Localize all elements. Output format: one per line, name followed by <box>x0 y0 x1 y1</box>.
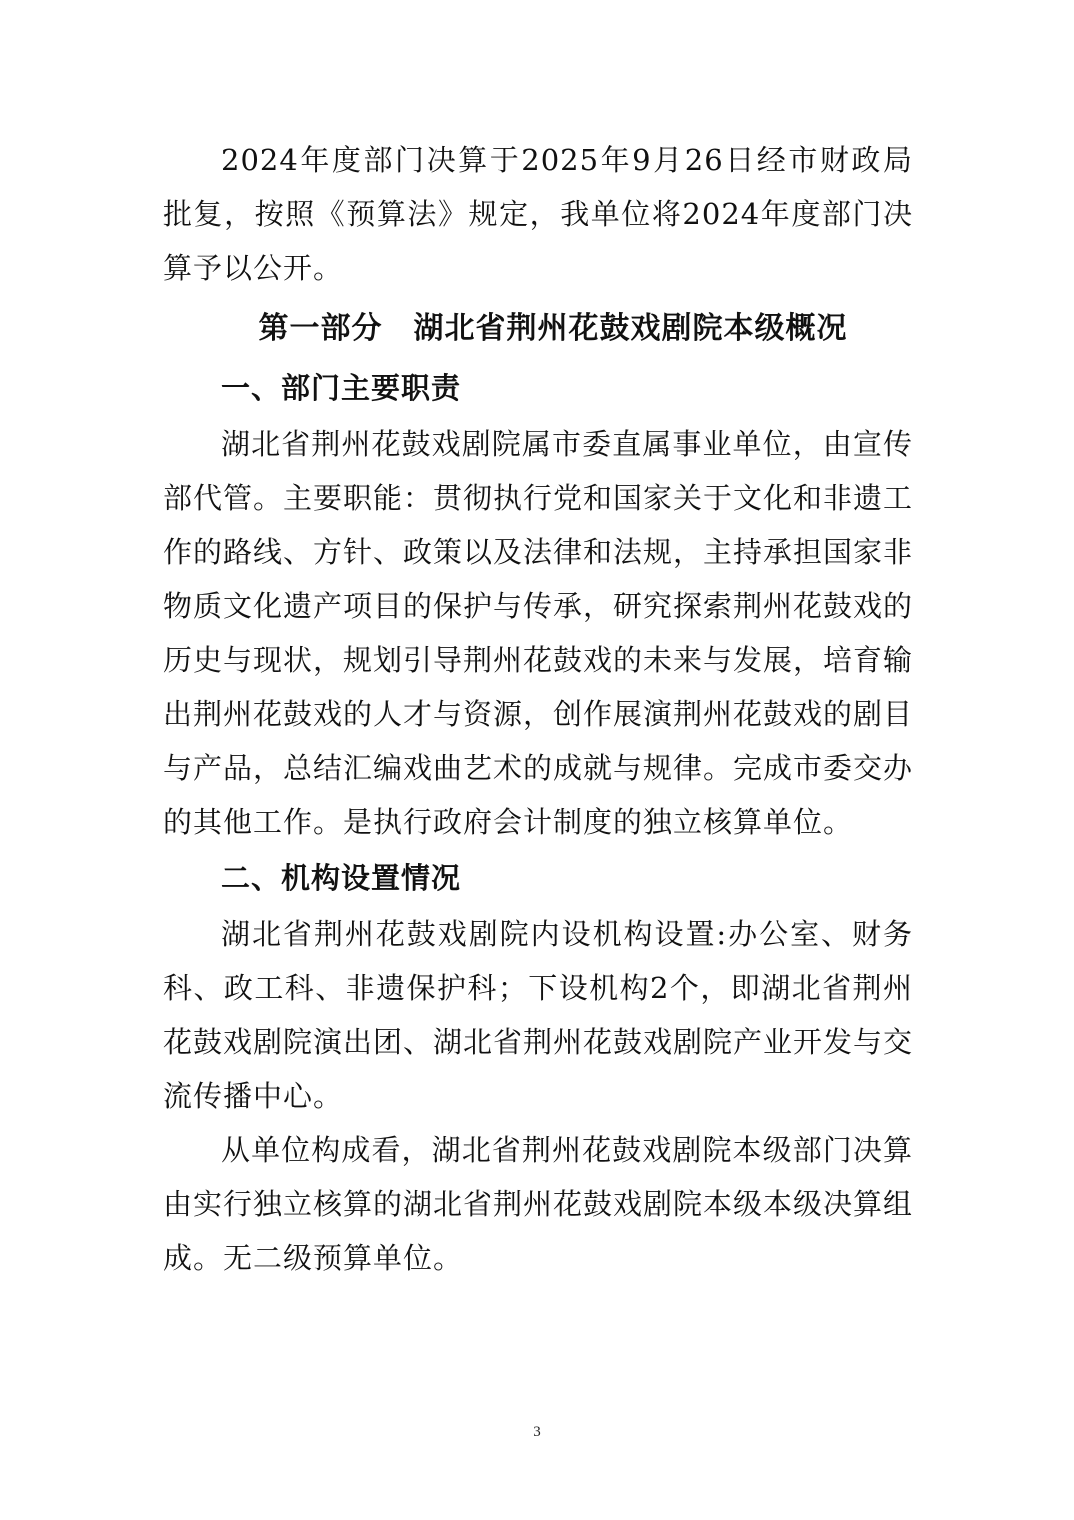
page-number: 3 <box>533 1424 541 1440</box>
intro-paragraph: 2024年度部门决算于2025年9月26日经市财政局批复，按照《预算法》规定，我单位将2024年度部门决算予以公开。 <box>163 143 913 285</box>
section-one-heading: 一、部门主要职责 <box>221 371 462 405</box>
section-two-body-1: 湖北省荆州花鼓戏剧院内设机构设置:办公室、财务科、政工科、非遗保护科；下设机构2个，即湖北省荆州花鼓戏剧院演出团、湖北省荆州花鼓戏剧院产业开发与交流传播中心。 <box>163 917 914 1113</box>
section-one-body: 湖北省荆州花鼓戏剧院属市委直属事业单位，由宣传部代管。主要职能：贯彻执行党和国家关于文化和非遗工作的路线、方针、政策以及法律和法规，主持承担国家非物质文化遗产项目的保护与传承，研究探索荆州花鼓戏的历史与现状，规划引导荆州花鼓戏的未来与发展，培育输出荆州花鼓戏的人才与资源，创作展演荆州花鼓戏的剧目与产品，总结汇编戏曲艺术的成就与规律。完成市委交办的其他工作。是执行政府会计制度的独立核算单位。 <box>163 427 914 839</box>
document-body <box>163 133 913 1285</box>
section-two-body-2: 从单位构成看，湖北省荆州花鼓戏剧院本级部门决算由实行独立核算的湖北省荆州花鼓戏剧院本级本级决算组成。无二级预算单位。 <box>163 1133 914 1275</box>
section-two-heading: 二、机构设置情况 <box>221 861 462 895</box>
part-one-title: 第一部分 湖北省荆州花鼓戏剧院本级概况 <box>258 311 848 346</box>
